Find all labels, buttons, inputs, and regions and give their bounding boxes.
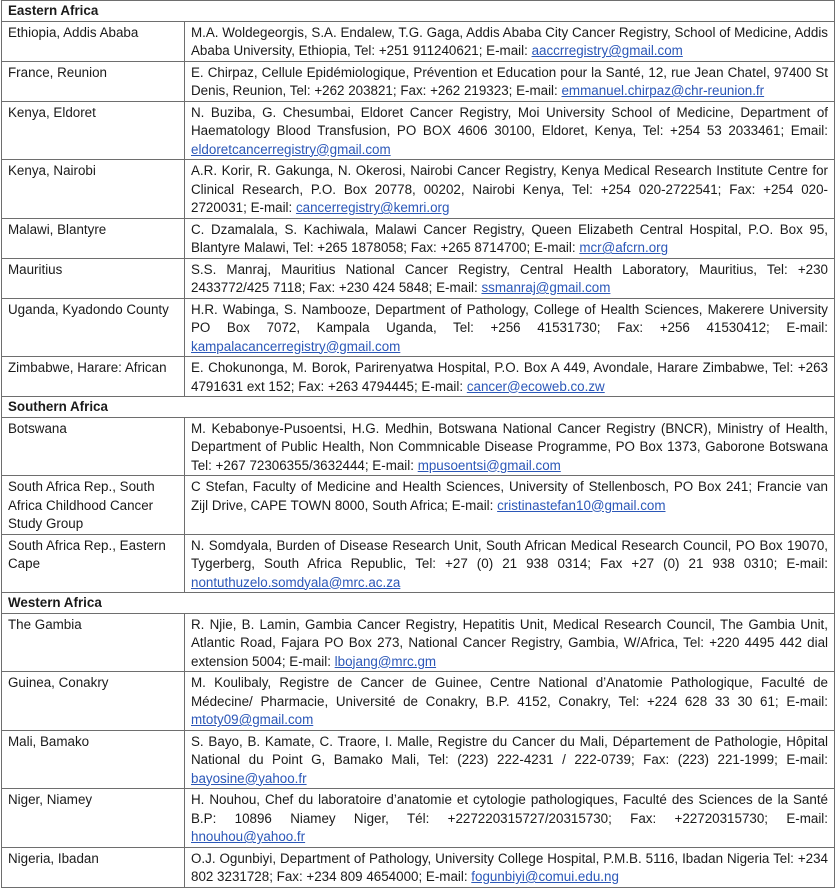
email-link[interactable]: lbojang@mrc.gm <box>334 653 437 669</box>
email-link[interactable]: mtoty09@gmail.com <box>191 712 314 727</box>
registry-contact-text: O.J. Ogunbiyi, Department of Pathology, University College Hospital, P.M.B. 5116, Ibadan Nigeria Tel: +234 802 3231728; Fax: +234 809 4654000; E-mail: <box>191 850 828 884</box>
email-link[interactable]: kampalacancerregistry@gmail.com <box>191 338 401 354</box>
table-row <box>2 218 835 258</box>
table-row <box>2 613 835 672</box>
table-row <box>2 847 835 887</box>
registry-contact-text: E. Chirpaz, Cellule Epidémiologique, Prévention et Education pour la Santé, 12, rue Jean Chatel, 97400 St Denis, Reunion, Tel: +262 203821; Fax: +262 219323; E-mail: <box>191 64 828 98</box>
email-link[interactable]: nontuthuzelo.somdyala@mrc.ac.za <box>191 574 401 590</box>
registry-location: France, Reunion <box>2 61 185 101</box>
email-link[interactable]: fogunbiyi@comui.edu.ng <box>471 869 619 884</box>
registry-contact-text: H.R. Wabinga, S. Nambooze, Department of Pathology, College of Health Sciences, Makerere University PO Box 7072, Kampala Uganda, Tel: +256 41531730; Fax: +256 41530412; E-mail: <box>191 301 828 335</box>
table-row <box>2 534 835 593</box>
registry-contact-text: C Stefan, Faculty of Medicine and Health Sciences, University of Stellenbosch, PO Box 241; Francie van Zijl Drive, CAPE TOWN 8000, South Africa; E-mail: <box>191 479 828 513</box>
section-header-row <box>2 1 835 22</box>
registry-details <box>185 476 835 535</box>
registry-details <box>185 672 835 731</box>
registry-location: Malawi, Blantyre <box>2 218 185 258</box>
table-row <box>2 298 835 357</box>
email-link[interactable]: ssmanraj@gmail.com <box>481 280 611 295</box>
registry-location: Ethiopia, Addis Ababa <box>2 21 185 61</box>
table-row <box>2 258 835 298</box>
registry-details <box>185 218 835 258</box>
table-row <box>2 357 835 397</box>
registry-location: Botswana <box>2 417 185 476</box>
registry-details <box>185 534 835 593</box>
registry-location: Zimbabwe, Harare: African <box>2 357 185 397</box>
email-link[interactable]: cristinastefan10@gmail.com <box>497 497 666 513</box>
registry-contact-text: N. Somdyala, Burden of Disease Research Unit, South African Medical Research Council, PO Box 19070, Tygerberg, South Africa Republic, Tel: +27 (0) 21 938 0314; Fax +27 (0) 21 938 0310; E-mail: <box>191 537 828 571</box>
registry-details <box>185 21 835 61</box>
registry-details <box>185 298 835 357</box>
registry-contacts-table <box>1 0 835 888</box>
registry-contact-text: H. Nouhou, Chef du laboratoire d’anatomie et cytologie pathologiques, Faculté des Sciences de la Santé B.P: 10896 Niamey Niger, Tél: +227220315727/20315730; Fax: +22720315730; E-mail: <box>191 792 828 826</box>
email-link[interactable]: hnouhou@yahoo.fr <box>191 829 306 844</box>
email-link[interactable]: cancer@ecoweb.co.zw <box>466 378 605 394</box>
registry-contact-text: E. Chokunonga, M. Borok, Parirenyatwa Hospital, P.O. Box A 449, Avondale, Harare Zimbabwe, Tel: +263 4791631 ext 152; Fax: +263 4794445; E-mail: <box>191 360 828 394</box>
registry-contact-text: S. Bayo, B. Kamate, C. Traore, I. Malle, Registre du Cancer du Mali, Département de Pathologie, Hôpital National du Point G, Bamako Mali, Tel: (223) 222-4231 / 222-0739; Fax: (223) 221-1999; E-mail: <box>191 733 828 767</box>
section-header-row <box>2 593 835 614</box>
table-row <box>2 730 835 789</box>
registry-location: South Africa Rep., South Africa Childhood Cancer Study Group <box>2 476 185 535</box>
registry-location: The Gambia <box>2 613 185 672</box>
registry-details <box>185 789 835 848</box>
registry-location: Mauritius <box>2 258 185 298</box>
registry-details <box>185 258 835 298</box>
section-title: Eastern Africa <box>2 1 835 22</box>
section-header-row <box>2 397 835 418</box>
table-row <box>2 476 835 535</box>
registry-contact-text: S.S. Manraj, Mauritius National Cancer Registry, Central Health Laboratory, Mauritius, Tel: +230 2433772/425 7118; Fax: +230 424 5848; E-mail: <box>191 261 828 295</box>
table-row <box>2 672 835 731</box>
section-title: Western Africa <box>2 593 835 614</box>
email-link[interactable]: emmanuel.chirpaz@chr-reunion.fr <box>561 83 765 98</box>
email-link[interactable]: aaccrregistry@gmail.com <box>531 43 683 58</box>
email-link[interactable]: mpusoentsi@gmail.com <box>417 457 561 473</box>
table-row <box>2 160 835 219</box>
registry-location: Niger, Niamey <box>2 789 185 848</box>
registry-details <box>185 101 835 160</box>
table-row <box>2 417 835 476</box>
registry-location: Uganda, Kyadondo County <box>2 298 185 357</box>
registry-details <box>185 417 835 476</box>
registry-location: Nigeria, Ibadan <box>2 847 185 887</box>
registry-contact-text: A.R. Korir, R. Gakunga, N. Okerosi, Nairobi Cancer Registry, Kenya Medical Research Institute Centre for Clinical Research, P.O. Box 20778, 00202, Nairobi Kenya, Tel: +254 020-2722541; Fax: +254 020-2720031; E-mail: <box>191 163 828 215</box>
registry-details <box>185 160 835 219</box>
table-row <box>2 789 835 848</box>
registry-location: Kenya, Nairobi <box>2 160 185 219</box>
registry-contact-text: R. Njie, B. Lamin, Gambia Cancer Registry, Hepatitis Unit, Medical Research Council, The Gambia Unit, Atlantic Road, Fajara PO Box 273, National Cancer Registry, Gambia, W/Africa, Tel: +220 4495 442 dial extension 5004; E-mail: <box>191 616 828 669</box>
registry-location: Guinea, Conakry <box>2 672 185 731</box>
section-title: Southern Africa <box>2 397 835 418</box>
email-link[interactable]: cancerregistry@kemri.org <box>295 200 450 215</box>
email-link[interactable]: mcr@afcrn.org <box>579 240 669 255</box>
email-link[interactable]: eldoretcancerregistry@gmail.com <box>191 141 391 157</box>
registry-details <box>185 730 835 789</box>
registry-details <box>185 847 835 887</box>
table-row <box>2 61 835 101</box>
registry-details <box>185 357 835 397</box>
registry-contact-text: M. Kebabonye-Pusoentsi, H.G. Medhin, Botswana National Cancer Registry (BNCR), Ministry of Health, Department of Public Health, Non Commnicable Disease Programme, PO Box 1373, Gaborone Botswana Tel: +267 72306355/3632444; E-mail: <box>191 420 828 473</box>
table-row <box>2 101 835 160</box>
registry-contact-text: M. Koulibaly, Registre de Cancer de Guinee, Centre National d’Anatomie Pathologique, Faculté de Médecine/ Pharmacie, Université de Conakry, B.P. 4152, Conakry, Tel: +224 628 33 30 61; E-mail: <box>191 675 828 709</box>
registry-contact-text: C. Dzamalala, S. Kachiwala, Malawi Cancer Registry, Queen Elizabeth Central Hospital, P.O. Box 95, Blantyre Malawi, Tel: +265 1878058; Fax: +265 8714700; E-mail: <box>191 221 828 255</box>
table-row <box>2 21 835 61</box>
registry-location: South Africa Rep., Eastern Cape <box>2 534 185 593</box>
registry-contact-text: N. Buziba, G. Chesumbai, Eldoret Cancer Registry, Moi University School of Medicine, Department of Haematology Blood Transfusion, PO BOX 4606 30100, Eldoret, Kenya, Tel: +254 53 2033461; Email: <box>191 104 828 138</box>
registry-details <box>185 61 835 101</box>
registry-location: Mali, Bamako <box>2 730 185 789</box>
registry-details <box>185 613 835 672</box>
registry-location: Kenya, Eldoret <box>2 101 185 160</box>
registry-contact-text: M.A. Woldegeorgis, S.A. Endalew, T.G. Gaga, Addis Ababa City Cancer Registry, School of Medicine, Addis Ababa University, Ethiopia, Tel: +251 911240621; E-mail: <box>191 24 828 58</box>
email-link[interactable]: bayosine@yahoo.fr <box>191 770 307 786</box>
